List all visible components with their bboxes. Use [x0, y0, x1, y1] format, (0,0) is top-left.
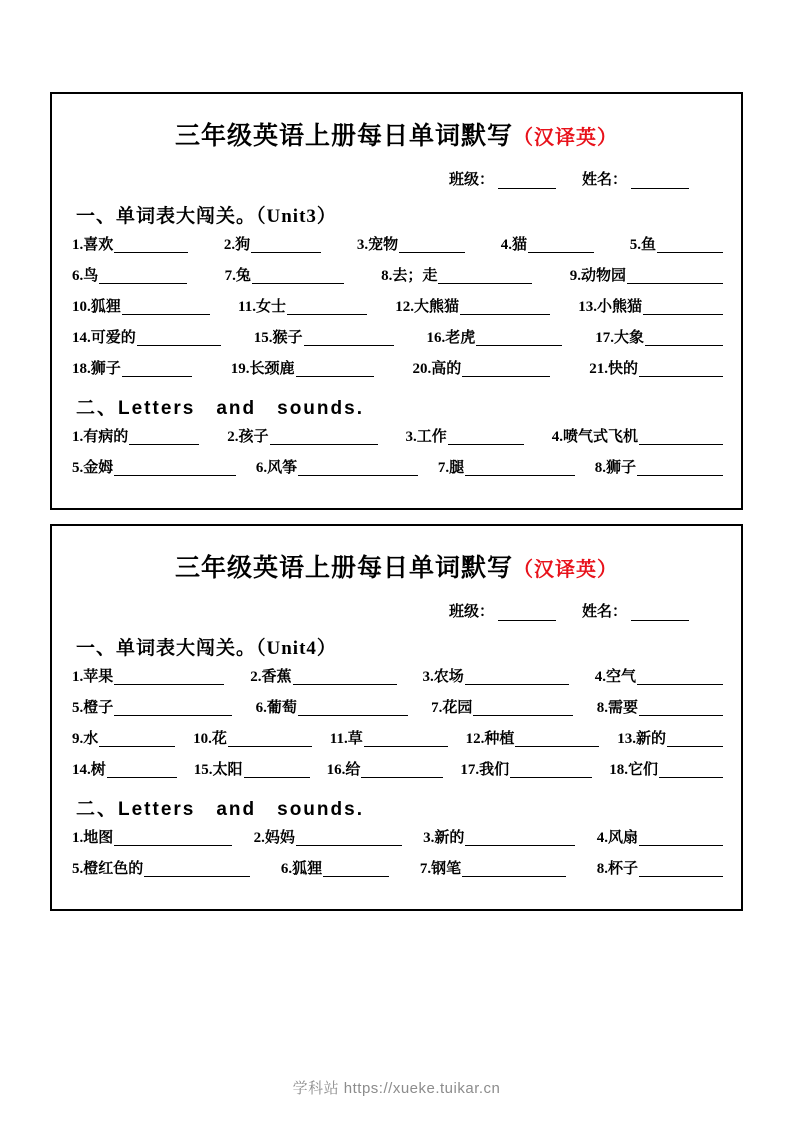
question-label: 8.去；走 — [381, 268, 438, 284]
question-row — [72, 831, 723, 846]
question-label: 17.我们 — [460, 762, 510, 778]
question-label: 4.喷气式飞机 — [551, 429, 638, 445]
question-item — [72, 238, 188, 253]
answer-blank[interactable] — [639, 701, 723, 716]
question-item — [250, 670, 396, 685]
question-item — [395, 300, 550, 315]
question-label: 2.孩子 — [227, 429, 269, 445]
answer-blank[interactable] — [114, 701, 232, 716]
question-row — [72, 430, 723, 445]
meta-label: 姓名： — [581, 604, 627, 620]
question-item — [426, 331, 562, 346]
answer-blank[interactable] — [114, 831, 232, 846]
question-row — [72, 763, 723, 778]
question-item — [254, 331, 394, 346]
question-item — [617, 732, 723, 747]
answer-blank[interactable] — [438, 269, 532, 284]
question-row — [72, 461, 723, 476]
question-label: 4.风扇 — [596, 830, 638, 846]
question-label: 1.喜欢 — [72, 237, 114, 253]
question-item — [501, 238, 594, 253]
page-footer — [0, 1077, 793, 1098]
question-item — [224, 238, 321, 253]
answer-blank[interactable] — [645, 331, 723, 346]
question-label: 5.橙子 — [72, 700, 114, 716]
worksheet-card — [50, 92, 743, 510]
answer-blank[interactable] — [107, 763, 177, 778]
meta-label: 姓名： — [581, 172, 627, 188]
question-label: 10.花 — [193, 731, 227, 747]
answer-blank[interactable] — [287, 300, 367, 315]
answer-blank[interactable] — [228, 732, 312, 747]
question-item — [238, 300, 367, 315]
question-row — [72, 732, 723, 747]
answer-blank[interactable] — [462, 362, 550, 377]
question-item — [609, 763, 723, 778]
answer-blank[interactable] — [515, 732, 599, 747]
answer-blank[interactable] — [399, 238, 465, 253]
answer-blank[interactable] — [296, 362, 374, 377]
meta-write-line[interactable] — [498, 174, 556, 189]
question-label: 6.狐狸 — [280, 861, 323, 877]
question-label: 1.地图 — [72, 830, 114, 846]
worksheet-card — [50, 524, 743, 911]
answer-blank[interactable] — [465, 670, 569, 685]
question-label: 8.狮子 — [594, 460, 636, 476]
answer-blank[interactable] — [293, 670, 397, 685]
question-label: 15.太阳 — [193, 762, 243, 778]
question-row — [72, 862, 723, 877]
meta-field — [449, 600, 556, 621]
question-label: 16.给 — [326, 762, 361, 778]
worksheets-container — [50, 92, 743, 911]
question-label: 1.有病的 — [72, 429, 129, 445]
meta-write-line[interactable] — [631, 606, 689, 621]
question-item — [357, 238, 465, 253]
question-item — [595, 461, 723, 476]
answer-blank[interactable] — [639, 831, 723, 846]
question-item — [193, 732, 312, 747]
question-item — [630, 238, 723, 253]
question-label: 2.妈妈 — [253, 830, 295, 846]
section-heading: 二、Letters and sounds. — [76, 398, 364, 419]
question-item — [327, 763, 444, 778]
question-item — [194, 763, 310, 778]
question-item — [256, 461, 418, 476]
answer-blank[interactable] — [637, 670, 723, 685]
question-item — [281, 862, 389, 877]
answer-blank[interactable] — [122, 362, 192, 377]
question-label: 8.需要 — [596, 700, 638, 716]
question-label: 7.花园 — [431, 700, 473, 716]
worksheet-title — [70, 548, 723, 584]
answer-blank[interactable] — [129, 430, 199, 445]
question-item — [420, 862, 566, 877]
meta-write-line[interactable] — [631, 174, 689, 189]
meta-label: 班级： — [448, 172, 494, 188]
section-heading: 一、单词表大闯关。（Unit4） — [76, 638, 337, 659]
question-item — [552, 430, 723, 445]
question-row — [72, 300, 723, 315]
answer-blank[interactable] — [465, 831, 575, 846]
question-label: 3.工作 — [405, 429, 447, 445]
question-label: 2.狗 — [223, 237, 251, 253]
question-item — [423, 831, 575, 846]
question-item — [231, 362, 374, 377]
question-label: 20.高的 — [412, 361, 462, 377]
question-item — [227, 430, 377, 445]
answer-blank[interactable] — [448, 430, 524, 445]
section-heading: 二、Letters and sounds. — [76, 799, 364, 820]
question-label: 3.农场 — [422, 669, 464, 685]
question-item — [72, 300, 210, 315]
answer-blank[interactable] — [252, 269, 344, 284]
question-item — [595, 331, 723, 346]
question-label: 7.钢笔 — [419, 861, 462, 877]
answer-blank[interactable] — [659, 763, 723, 778]
footer-text: 学科站 https://xueke.tuikar.cn — [292, 1080, 501, 1097]
answer-blank[interactable] — [144, 862, 250, 877]
answer-blank[interactable] — [114, 461, 236, 476]
question-item — [589, 362, 723, 377]
meta-field — [449, 168, 556, 189]
question-item — [330, 732, 448, 747]
question-label: 4.猫 — [500, 237, 528, 253]
answer-blank[interactable] — [639, 430, 723, 445]
question-label: 3.新的 — [423, 830, 465, 846]
answer-blank[interactable] — [298, 461, 418, 476]
question-row — [72, 701, 723, 716]
question-item — [72, 269, 187, 284]
question-label: 5.金姆 — [72, 460, 114, 476]
question-item — [412, 362, 550, 377]
answer-blank[interactable] — [270, 430, 378, 445]
answer-blank[interactable] — [99, 269, 187, 284]
answer-blank[interactable] — [637, 461, 723, 476]
question-item — [595, 670, 723, 685]
section-heading: 一、单词表大闯关。（Unit3） — [76, 206, 337, 227]
question-item — [597, 701, 723, 716]
question-item — [256, 701, 408, 716]
question-label: 11.草 — [329, 731, 363, 747]
answer-blank[interactable] — [627, 269, 723, 284]
answer-blank[interactable] — [476, 331, 562, 346]
answer-blank[interactable] — [304, 331, 394, 346]
answer-blank[interactable] — [296, 831, 402, 846]
question-item — [431, 701, 573, 716]
question-label: 11.女士 — [238, 299, 286, 315]
question-label: 21.快的 — [589, 361, 638, 377]
answer-blank[interactable] — [473, 701, 573, 716]
answer-blank[interactable] — [251, 238, 321, 253]
question-item — [597, 831, 723, 846]
question-item — [72, 732, 175, 747]
question-label: 14.树 — [72, 762, 106, 778]
question-item — [254, 831, 402, 846]
answer-blank[interactable] — [244, 763, 310, 778]
question-item — [570, 269, 723, 284]
meta-field — [582, 168, 689, 189]
question-label: 5.橙红色的 — [72, 861, 144, 877]
question-item — [72, 670, 224, 685]
question-row — [72, 670, 723, 685]
answer-blank[interactable] — [462, 862, 566, 877]
question-label: 5.鱼 — [629, 237, 656, 253]
question-label: 18.狮子 — [72, 361, 121, 377]
question-label: 17.大象 — [595, 330, 644, 346]
question-row — [72, 269, 723, 284]
question-label: 6.葡萄 — [255, 700, 297, 716]
question-item — [72, 461, 236, 476]
question-item — [578, 300, 723, 315]
answer-blank[interactable] — [114, 670, 224, 685]
meta-field — [582, 600, 689, 621]
meta-label: 班级： — [448, 604, 494, 620]
question-label: 10.狐狸 — [72, 299, 121, 315]
meta-write-line[interactable] — [498, 606, 556, 621]
question-item — [225, 269, 344, 284]
question-item — [597, 862, 723, 877]
worksheet-title — [70, 116, 723, 152]
question-label: 7.兔 — [224, 268, 251, 284]
question-label: 2.香蕉 — [250, 669, 292, 685]
answer-blank[interactable] — [298, 701, 408, 716]
worksheet-title-note: （汉译英） — [513, 127, 618, 149]
question-item — [72, 862, 250, 877]
answer-blank[interactable] — [99, 732, 175, 747]
answer-blank[interactable] — [465, 461, 575, 476]
question-label: 8.杯子 — [596, 861, 638, 877]
answer-blank[interactable] — [639, 862, 723, 877]
worksheet-title-note: （汉译英） — [513, 559, 618, 581]
answer-blank[interactable] — [643, 300, 723, 315]
question-item — [422, 670, 568, 685]
question-label: 19.长颈鹿 — [230, 361, 295, 377]
student-meta-row — [70, 600, 689, 621]
answer-blank[interactable] — [528, 238, 594, 253]
answer-blank[interactable] — [639, 362, 723, 377]
question-label: 9.动物园 — [569, 268, 626, 284]
answer-blank[interactable] — [667, 732, 723, 747]
question-label: 7.腿 — [437, 460, 465, 476]
answer-blank[interactable] — [460, 300, 550, 315]
question-row — [72, 362, 723, 377]
question-label: 14.可爱的 — [72, 330, 136, 346]
question-item — [72, 430, 199, 445]
question-label: 6.风筝 — [255, 460, 298, 476]
question-item — [381, 269, 532, 284]
question-item — [460, 763, 592, 778]
question-label: 1.苹果 — [72, 669, 114, 685]
question-item — [72, 362, 192, 377]
student-meta-row — [70, 168, 689, 189]
answer-blank[interactable] — [137, 331, 221, 346]
question-item — [72, 701, 232, 716]
answer-blank[interactable] — [510, 763, 592, 778]
answer-blank[interactable] — [361, 763, 443, 778]
question-row — [72, 238, 723, 253]
question-item — [72, 831, 232, 846]
question-label: 18.它们 — [609, 762, 658, 778]
question-label: 9.水 — [72, 731, 99, 747]
question-item — [438, 461, 575, 476]
question-row — [72, 331, 723, 346]
question-label: 3.宠物 — [356, 237, 399, 253]
worksheet-title-main: 三年级英语上册每日单词默写 — [174, 555, 513, 582]
question-label: 16.老虎 — [426, 330, 476, 346]
question-label: 4.空气 — [594, 669, 636, 685]
answer-blank[interactable] — [323, 862, 389, 877]
answer-blank[interactable] — [657, 238, 723, 253]
answer-blank[interactable] — [364, 732, 448, 747]
question-item — [72, 331, 221, 346]
question-label: 6.鸟 — [72, 268, 99, 284]
question-label: 13.小熊猫 — [578, 299, 642, 315]
answer-blank[interactable] — [122, 300, 210, 315]
question-label: 12.种植 — [465, 731, 515, 747]
answer-blank[interactable] — [114, 238, 188, 253]
question-item — [72, 763, 177, 778]
question-item — [466, 732, 600, 747]
question-label: 13.新的 — [617, 731, 666, 747]
question-label: 12.大熊猫 — [395, 299, 459, 315]
question-item — [405, 430, 523, 445]
worksheet-title-main: 三年级英语上册每日单词默写 — [174, 123, 513, 150]
question-label: 15.猴子 — [253, 330, 303, 346]
